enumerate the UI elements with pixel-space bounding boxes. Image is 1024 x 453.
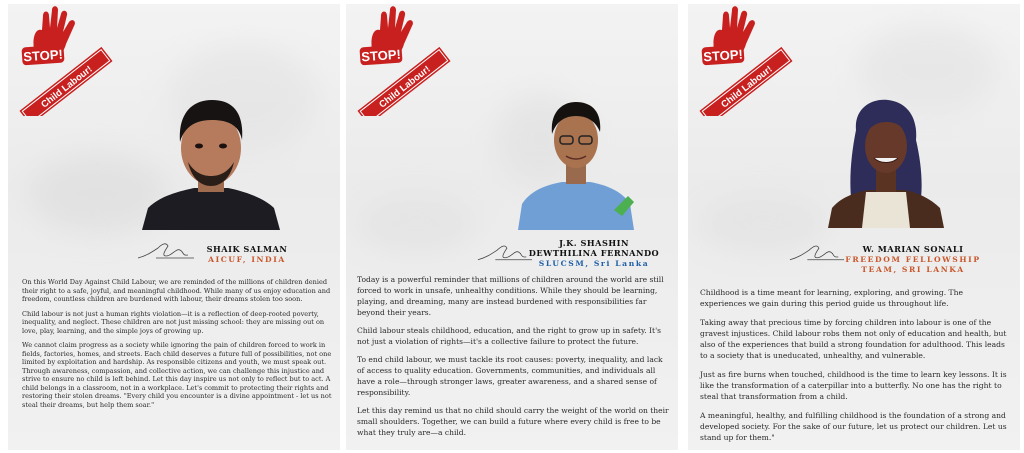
person-organization: AICUF, INDIA <box>208 255 286 264</box>
stop-label: STOP! <box>702 46 744 65</box>
testimonial-card-shashin <box>346 4 678 450</box>
paragraph: Child labour steals childhood, education, and the right to grow up in safety. It's not just a violation of rights—it's a collective failure to protect the future. <box>357 326 662 346</box>
stop-child-labour-badge <box>692 6 800 116</box>
portrait-photo <box>142 90 280 230</box>
paragraph: We cannot claim progress as a society while ignoring the pain of children forced to work in fields, factories, homes, and streets. Each child deserves a future full of possibilities, not one limited by exploitation and hardship. As responsible citizens and youth, we must speak out. Through awareness, compassion, and collective action, we can challenge this injustice and strive to ensure no child is left behind. Let this day inspire us not only to reflect but to act. A child belongs in a classroom, not in a workplace. Let's commit to protecting their rights and restoring their stolen dreams. "Every child you encounter is a divine appointment - let us not steal their dreams, but help them soar." <box>22 341 332 409</box>
paragraph: On this World Day Against Child Labour, we are reminded of the millions of children denied their right to a safe, joyful, and meaningful childhood. While many of us enjoy education and freedom, countless children are burdened with labour, their dreams stolen too soon. <box>22 278 331 303</box>
stop-label: STOP! <box>22 46 64 65</box>
testimonial-text <box>22 278 332 415</box>
stop-child-labour-badge <box>12 6 120 116</box>
paragraph: A meaningful, healthy, and fulfilling childhood is the foundation of a strong and developed society. For the sake of our future, let us protect our children. Let us stand up for them." <box>700 411 1007 442</box>
testimonial-card-sonali <box>688 4 1020 450</box>
paragraph: Child labour is not just a human rights violation—it is a reflection of deep-rooted poverty, inequality, and neglect. These children are not just missing school: they are missing out on love, play, learning, and the simple joys of growing up. <box>22 309 325 335</box>
testimonial-text <box>357 274 669 445</box>
stop-child-labour-badge <box>350 6 458 116</box>
person-name: SHAIK SALMAN <box>206 244 288 254</box>
portrait-photo <box>826 96 946 228</box>
person-name: W. MARIAN SONALI <box>862 244 964 254</box>
child-labour-banner-label: Child Labour! <box>39 63 95 111</box>
paragraph: Taking away that precious time by forcing children into labour is one of the gravest injustices. Child labour robs them not only of education and health, but also of the experiences that build a strong foundation for adulthood. This leads to a society that is uneducated, unhealthy, and vulnerable. <box>700 318 1007 360</box>
testimonial-text <box>700 287 1010 450</box>
stop-label: STOP! <box>360 46 402 65</box>
paragraph: Childhood is a time meant for learning, exploring, and growing. The experiences we gain during this period guide us throughout life. <box>700 288 963 308</box>
child-labour-banner-label: Child Labour! <box>377 63 433 111</box>
portrait-photo <box>518 92 634 230</box>
signature-icon <box>136 238 196 262</box>
paragraph: Let this day remind us that no child should carry the weight of the world on their small shoulders. Together, we can build a future where every child is free to be what they truly are—a child. <box>357 406 669 437</box>
paragraph: To end child labour, we must tackle its root causes: poverty, inequality, and lack of access to quality education. Governments, communities, and individuals all have a role—through stronger laws, greater awareness, and a shared sense of responsibility. <box>357 355 663 397</box>
paragraph: Just as fire burns when touched, childhood is the time to learn key lessons. It is like the transformation of a caterpillar into a butterfly. No one has the right to steal that transformation from a child. <box>700 370 1007 401</box>
person-organization: FREEDOM FELLOWSHIP TEAM, SRI LANKA <box>845 255 981 274</box>
person-organization: SLUCSM, Sri Lanka <box>538 259 650 268</box>
paragraph: Today is a powerful reminder that millions of children around the world are still forced to work in unsafe, unhealthy conditions. While they should be learning, playing, and dreaming, many are instead burdened with responsibilities far beyond their years. <box>357 275 664 317</box>
testimonial-card-salman <box>8 4 340 450</box>
person-name: J.K. SHASHIN DEWTHILINA FERNANDO <box>528 238 660 258</box>
child-labour-banner-label: Child Labour! <box>719 63 775 111</box>
